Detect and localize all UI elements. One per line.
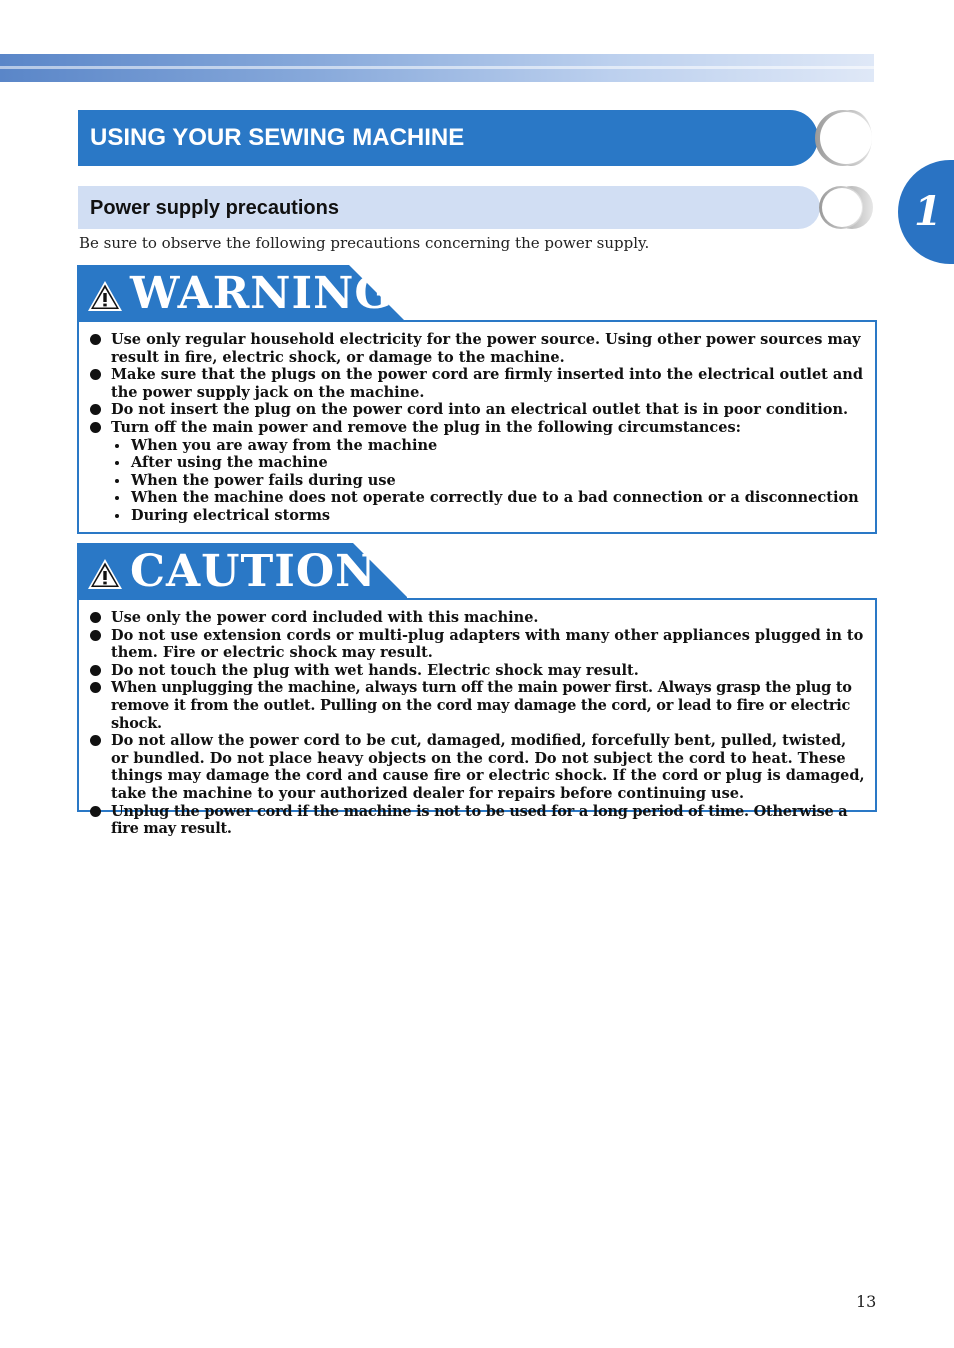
page-number: 13 (856, 1292, 877, 1311)
list-item: When unplugging the machine, always turn off the main power first. Always grasp the plug to remove it from the outlet. Pulling on the cord may damage the cord, or lead to fire or electric shock. (89, 679, 865, 732)
bullet-icon (90, 422, 101, 433)
sub-list-item: When the power fails during use (111, 472, 865, 490)
sub-list-item: During electrical storms (111, 507, 865, 525)
sub-bullet-icon (115, 496, 119, 500)
warning-list (89, 331, 865, 525)
sub-bullet-icon (115, 444, 119, 448)
warning-label: WARNING (130, 268, 393, 319)
sub-list-item: When you are away from the machine (111, 437, 865, 455)
list-item: Do not insert the plug on the power cord into an electrical outlet that is in poor condition. (89, 401, 865, 419)
sub-bullet-icon (115, 514, 119, 518)
warning-triangle-icon (86, 279, 124, 313)
circumstances-list (111, 437, 865, 525)
list-item: Use only regular household electricity for the power source. Using other power sources may result in fire, electric shock, or damage to the machine. (89, 331, 865, 366)
list-item: Unplug the power cord if the machine is not to be used for a long period of time. Otherwise a fire may result. (89, 803, 865, 838)
bullet-icon (90, 369, 101, 380)
sub-bullet-icon (115, 479, 119, 483)
bullet-icon (90, 334, 101, 345)
caution-label: CAUTION (130, 546, 377, 597)
list-item: Use only the power cord included with this machine. (89, 609, 865, 627)
bullet-icon (90, 665, 101, 676)
sub-bullet-icon (115, 461, 119, 465)
bullet-icon (90, 682, 101, 693)
section-title: USING YOUR SEWING MACHINE (90, 124, 465, 151)
list-item: Make sure that the plugs on the power cord are firmly inserted into the electrical outlet and the power supply jack on the machine. (89, 366, 865, 401)
chapter-number: 1 (914, 188, 942, 235)
list-item: Do not use extension cords or multi-plug adapters with many other appliances plugged in to them. Fire or electric shock may result. (89, 627, 865, 662)
intro-text: Be sure to observe the following precautions concerning the power supply. (79, 234, 650, 252)
list-item: Do not allow the power cord to be cut, damaged, modified, forcefully bent, pulled, twisted, or bundled. Do not place heavy objects on the cord. Do not subject the cord to heat. These things may damage the cord and cause fire or electric shock. If the cord or plug is damaged, take the machine to your authorized dealer for repairs before continuing use. (89, 732, 865, 802)
caution-list (89, 609, 865, 838)
bullet-icon (90, 735, 101, 746)
bullet-icon (90, 630, 101, 641)
bullet-icon (90, 612, 101, 623)
list-item: Do not touch the plug with wet hands. Electric shock may result. (89, 662, 865, 680)
header-gradient-band (0, 54, 874, 82)
sub-list-item: When the machine does not operate correctly due to a bad connection or a disconnection (111, 489, 865, 507)
list-item: Turn off the main power and remove the plug in the following circumstances: When you are away from the machine After using the machine When the power fails during use When the machine does not operate correctly due to a bad connection or a disconnection During electrical storms (89, 419, 865, 525)
caution-triangle-icon (86, 557, 124, 591)
bullet-icon (90, 806, 101, 817)
sub-list-item: After using the machine (111, 454, 865, 472)
section-decoration (820, 112, 872, 164)
warning-box (77, 320, 877, 534)
subsection-title: Power supply precautions (90, 197, 339, 219)
caution-box (77, 598, 877, 838)
subsection-decoration (822, 188, 862, 227)
bullet-icon (90, 404, 101, 415)
